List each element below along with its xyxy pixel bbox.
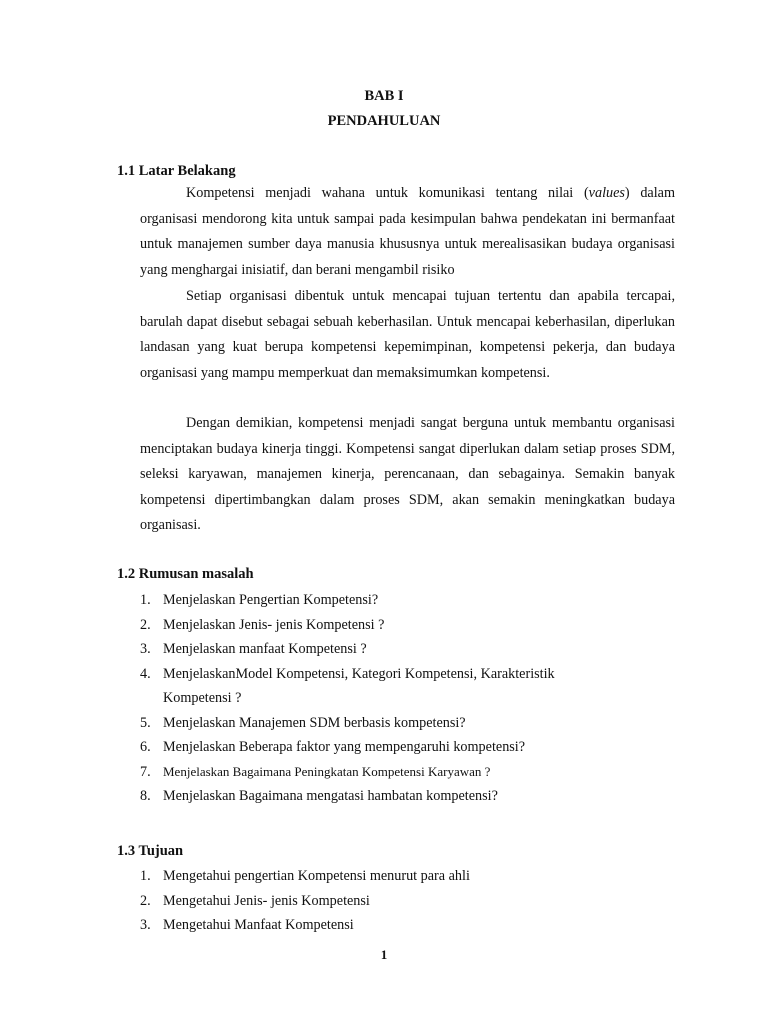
- list-item: 2. Menjelaskan Jenis- jenis Kompetensi ?: [140, 616, 385, 633]
- rumusan-masalah-list: [140, 588, 680, 809]
- list-item: 4. MenjelaskanModel Kompetensi, Kategori Kompetensi, Karakteristik Kompetensi ?: [140, 665, 555, 706]
- paragraph-1: [140, 181, 675, 283]
- paragraph-3: Dengan demikian, kompetensi menjadi sangat berguna untuk membantu organisasi menciptakan budaya kinerja tinggi. Kompetensi sangat diperlukan dalam setiap proses SDM, seleksi karyawan, manajemen kinerja, perencanaan, dan sebagainya. Semakin banyak kompetensi dipertimbangkan dalam proses SDM, akan semakin meningkatkan budaya organisasi.: [140, 415, 675, 534]
- section-heading-rumusan-masalah: 1.2 Rumusan masalah: [117, 566, 254, 582]
- list-item: 1. Mengetahui pengertian Kompetensi menurut para ahli: [140, 868, 470, 884]
- list-item: 2. Mengetahui Jenis- jenis Kompetensi: [140, 892, 370, 909]
- list-item: 6. Menjelaskan Beberapa faktor yang mempengaruhi kompetensi?: [140, 739, 526, 755]
- section-heading-tujuan: 1.3 Tujuan: [117, 843, 184, 859]
- page-number: 1: [380, 947, 388, 962]
- list-item: 3. Menjelaskan manfaat Kompetensi ?: [140, 641, 367, 657]
- paragraph-1-part-a: Kompetensi menjadi wahana untuk komunikasi tentang nilai (: [186, 185, 589, 201]
- paragraph-2: Setiap organisasi dibentuk untuk mencapai tujuan tertentu dan apabila tercapai, barulah dapat disebut sebagai sebuah keberhasilan. Untuk mencapai keberhasilan, diperlukan landasan yang kuat berupa kompetensi kepemimpinan, kompetensi pekerja, dan budaya organisasi yang mampu memperkuat dan memaksimumkan kompetensi.: [140, 288, 675, 381]
- tujuan-list: [140, 864, 680, 938]
- list-item: 1. Menjelaskan Pengertian Kompetensi?: [140, 592, 379, 608]
- list-item: 8. Menjelaskan Bagaimana mengatasi hambatan kompetensi?: [140, 788, 498, 804]
- chapter-label: BAB I: [364, 88, 404, 104]
- list-item: 7. Menjelaskan Bagaimana Peningkatan Kompetensi Karyawan ?: [140, 763, 491, 780]
- paragraph-1-italic-term: values: [588, 185, 625, 201]
- section-heading-latar-belakang: 1.1 Latar Belakang: [117, 163, 236, 179]
- chapter-title: PENDAHULUAN: [327, 113, 441, 129]
- list-item: 3. Mengetahui Manfaat Kompetensi: [140, 917, 354, 933]
- paragraph-1-part-b: ) dalam organisasi mendorong kita untuk sampai pada kesimpulan bahwa pendekatan ini bermanfaat untuk manajemen sumber daya manusia khususnya untuk merealisasikan budaya organisasi yang menghargai inisiatif, dan berani mengambil risiko: [140, 185, 676, 278]
- list-item: 5. Menjelaskan Manajemen SDM berbasis kompetensi?: [140, 714, 466, 731]
